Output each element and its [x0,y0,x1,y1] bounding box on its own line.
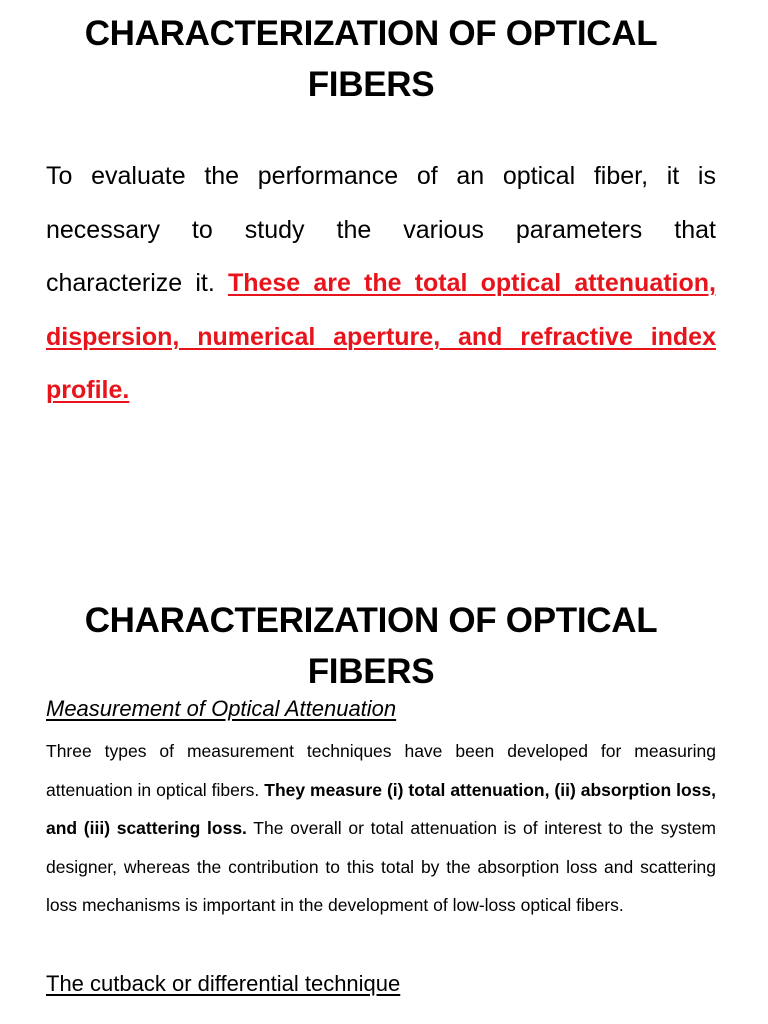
paragraph-part-2: The overall or total attenuation is of interest to the system designer, whereas the contribution to this total by the absorption loss and scattering loss mechanisms is important in the development of low-loss optical fibers. [46,818,716,915]
slide-1-title: CHARACTERIZATION OF OPTICAL FIBERS [84,14,658,104]
paragraph-bold: They measure (i) total attenuation, (ii) absorption loss, and (iii) scattering loss. [46,779,716,838]
slide-2-title: CHARACTERIZATION OF OPTICAL FIBERS [84,601,658,691]
highlight-text[interactable]: These are the total optical attenuation, dispersion, numerical aperture, and refractive index profile. [46,269,716,404]
intro-text: To evaluate the performance of an optical fiber, it is necessary to study the various parameters that characterize it. [46,162,716,297]
section-heading: Measurement of Optical Attenuation [46,696,397,721]
slide-1-body [46,150,716,418]
slide-2-paragraph [46,732,716,925]
paragraph-part-1: Three types of measurement techniques have been developed for measuring attenuation in optical fibers. [46,741,716,800]
slide-2 [0,512,768,1024]
subheading: The cutback or differential technique [46,971,401,996]
